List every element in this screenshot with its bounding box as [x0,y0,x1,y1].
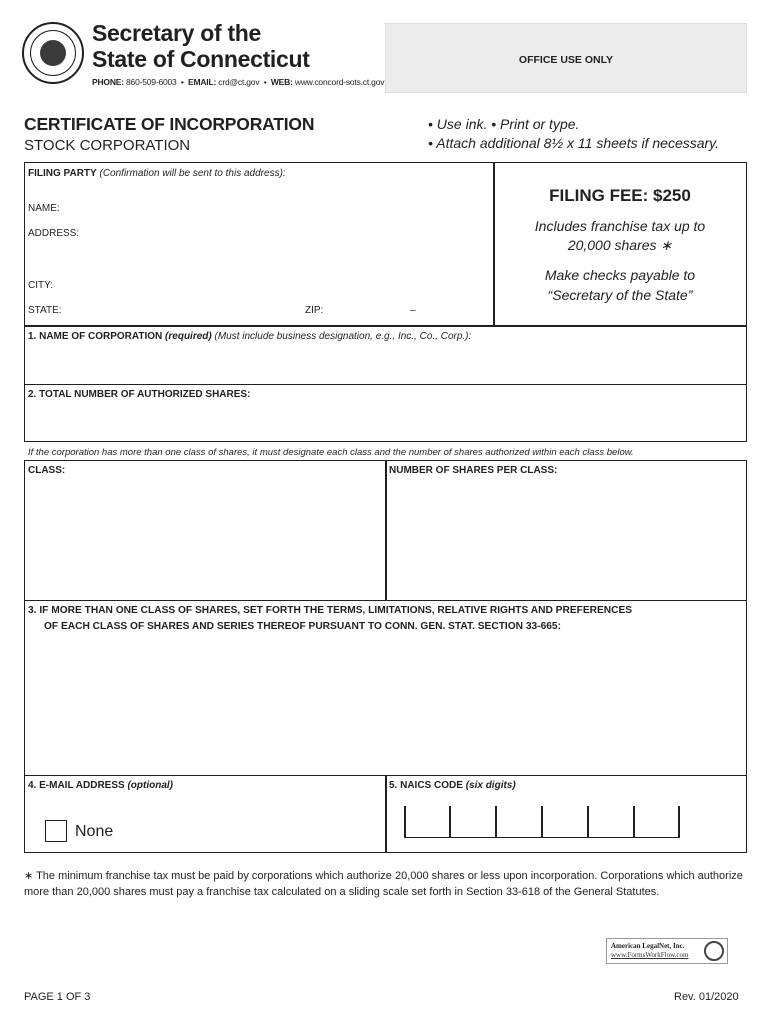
state-field[interactable]: STATE: [28,305,62,316]
fee-note: 20,000 shares ∗ [567,237,673,253]
fee-note: Make checks payable to [544,267,696,283]
class-column[interactable]: CLASS: [28,465,66,476]
filing-party-label: FILING PARTY (Confirmation will be sent to this address): [28,168,286,179]
revision-date: Rev. 01/2020 [674,991,739,1003]
fee-note: “Secretary of the State” [547,287,693,303]
section-2-label: 2. TOTAL NUMBER OF AUTHORIZED SHARES: [28,389,251,400]
class-note: If the corporation has more than one class of shares, it must designate each class and the number of shares authorized within each class below. [28,447,634,458]
page-number: PAGE 1 OF 3 [24,991,91,1003]
none-checkbox[interactable] [45,820,67,842]
zip-dash: – [410,305,416,316]
franchise-tax-footnote: ∗ The minimum franchise tax must be paid by corporations which authorize 20,000 shares or less upon incorporation. Corporations which authorize more than 20,000 shares must pay a franchise tax calculated on a sliding scale set forth in Section 33-618 of the General Statutes. [24,870,743,898]
city-field[interactable]: CITY: [28,280,54,291]
filing-fee: FILING FEE: $250 [549,186,691,205]
naics-code-input[interactable] [404,806,680,838]
office-use-box: OFFICE USE ONLY [385,23,747,93]
section-3-label: 3. IF MORE THAN ONE CLASS OF SHARES, SET FORTH THE TERMS, LIMITATIONS, RELATIVE RIGHTS AND PREFERENCES [28,605,633,616]
section-5-label: 5. NAICS CODE (six digits) [389,780,516,791]
contact-info: PHONE: 860-509-6003 • EMAIL: crd@ct.gov • WEB: www.concord-sots.ct.gov [92,77,385,87]
none-label: None [75,823,114,840]
state-seal [22,22,84,84]
section-4-label: 4. E-MAIL ADDRESS (optional) [28,780,174,791]
shares-per-class-column[interactable]: NUMBER OF SHARES PER CLASS: [389,465,558,476]
section-1-label: 1. NAME OF CORPORATION (required) (Must include business designation, e.g., Inc., Co., Corp.): [28,331,472,342]
form-title: CERTIFICATE OF INCORPORATION [24,114,315,134]
page-title: Secretary of the State of Connecticut [92,20,310,72]
fee-note: Includes franchise tax up to [534,218,706,234]
form-subtitle: STOCK CORPORATION [24,137,191,154]
instructions: • Use ink. • Print or type. • Attach additional 8½ x 11 sheets if necessary. [428,116,720,151]
section-3-label-cont: OF EACH CLASS OF SHARES AND SERIES THEREOF PURSUANT TO CONN. GEN. STAT. SECTION 33-665: [44,621,561,632]
globe-icon [704,941,724,961]
address-field[interactable]: ADDRESS: [28,228,80,239]
name-field[interactable]: NAME: [28,203,60,214]
legalnet-logo[interactable]: American LegalNet, Inc. www.FormsWorkFlow.com [606,938,728,964]
zip-field[interactable]: ZIP: [305,305,324,316]
